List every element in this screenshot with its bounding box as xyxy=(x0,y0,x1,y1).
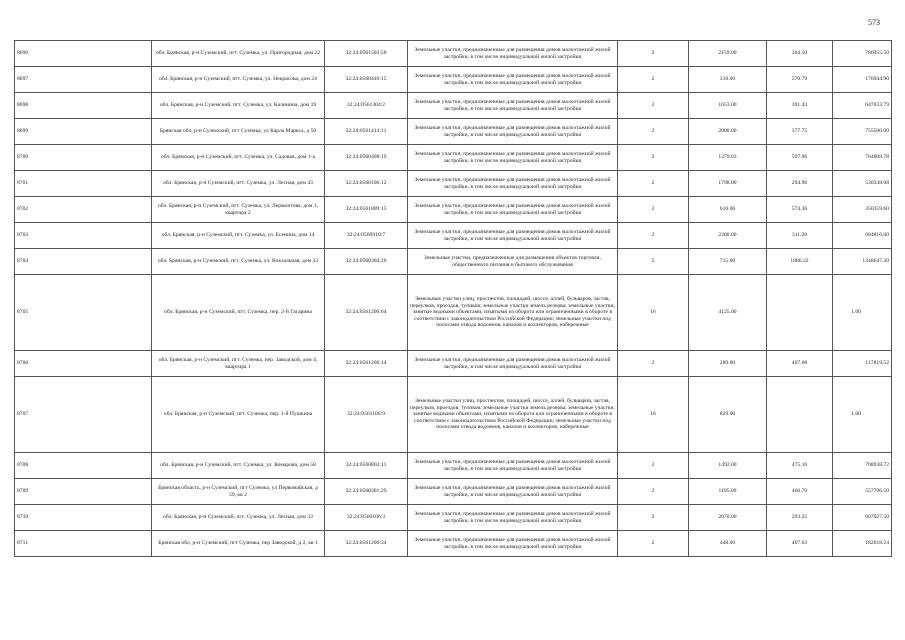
use-code-cell: 5 xyxy=(618,249,689,275)
cadastral-value-cell: 755500.00 xyxy=(833,119,892,145)
land-use-cell: Земельные участки, предназначенные для размещения домов малоэтажной жилой застройки, в том числе индивидуальной жилой застройки xyxy=(408,351,618,377)
address-cell: обл. Брянская, р-н Суземский, пгт. Суземка, ул. Лермонтова, дом 1, квартира 2 xyxy=(152,197,325,223)
land-use-cell: Земельные участки, предназначенные для размещения домов малоэтажной жилой застройки, в том числе индивидуальной жилой застройки xyxy=(408,197,618,223)
area-cell: 2070.00 xyxy=(689,505,767,531)
use-code-cell: 2 xyxy=(618,351,689,377)
cadastral-number-cell: 32:24:0561206:34 xyxy=(325,531,408,557)
row-number: 8711 xyxy=(15,531,152,557)
table-body xyxy=(15,41,892,557)
row-number: 8707 xyxy=(15,377,152,453)
rate-cell: 293.25 xyxy=(767,505,833,531)
cadastral-value-cell: 176944.90 xyxy=(833,67,892,93)
area-cell: 829.00 xyxy=(689,377,767,453)
cadastral-number-cell: 32:24:0560910:7 xyxy=(325,223,408,249)
row-number: 8708 xyxy=(15,453,152,479)
area-cell: 1653.00 xyxy=(689,93,767,119)
table-row xyxy=(15,479,892,505)
table-row xyxy=(15,67,892,93)
area-cell: 1492.00 xyxy=(689,453,767,479)
table-row xyxy=(15,249,892,275)
row-number: 8702 xyxy=(15,197,152,223)
cadastral-number-cell: 32:24:0560802:11 xyxy=(325,453,408,479)
use-code-cell: 2 xyxy=(618,93,689,119)
use-code-cell: 2 xyxy=(618,145,689,171)
area-cell: 4125.00 xyxy=(689,275,767,351)
rate-cell: 475.16 xyxy=(767,453,833,479)
cadastral-number-cell: 32:24:0561503:58 xyxy=(325,41,408,67)
row-number: 8697 xyxy=(15,67,152,93)
cadastral-number-cell: 32:24:0560106:12 xyxy=(325,171,408,197)
area-cell: 1279.03 xyxy=(689,145,767,171)
address-cell: Брянская обл, р-н Суземский, пгт Суземка, пер Заводской, д 2, кв 1 xyxy=(152,531,325,557)
use-code-cell: 16 xyxy=(618,377,689,453)
row-number: 8699 xyxy=(15,119,152,145)
land-use-cell: Земельные участки, предназначенные для размещения домов малоэтажной жилой застройки, в том числе индивидуальной жилой застройки xyxy=(408,479,618,505)
cadastral-value-cell: 1348647.30 xyxy=(833,249,892,275)
table-row xyxy=(15,275,892,351)
area-cell: 289.00 xyxy=(689,351,767,377)
cadastral-value-cell: 786955.50 xyxy=(833,41,892,67)
land-use-cell: Земельные участки, предназначенные для размещения домов малоэтажной жилой застройки, в том числе индивидуальной жилой застройки xyxy=(408,171,618,197)
rate-cell: 391.43 xyxy=(767,93,833,119)
table-row xyxy=(15,223,892,249)
table-row xyxy=(15,171,892,197)
table-row xyxy=(15,377,892,453)
use-code-cell: 16 xyxy=(618,275,689,351)
address-cell: обл. Брянская, р-н Суземский, пгт. Суземка, ул. Есенина, дом 14 xyxy=(152,223,325,249)
use-code-cell: 2 xyxy=(618,67,689,93)
land-use-cell: Земельные участки, предназначенные для размещения домов малоэтажной жилой застройки, в том числе индивидуальной жилой застройки xyxy=(408,453,618,479)
use-code-cell: 2 xyxy=(618,505,689,531)
cadastral-number-cell: 32:24:0560304:26 xyxy=(325,249,408,275)
cadastral-number-cell: 32:24:0561108:9 xyxy=(325,377,408,453)
cadastral-value-cell: 557706.50 xyxy=(833,479,892,505)
table-row xyxy=(15,197,892,223)
rate-cell: 570.79 xyxy=(767,67,833,93)
area-cell: 2159.00 xyxy=(689,41,767,67)
address-cell: обл. Брянская, р-н Суземский, пгт. Суземка, ул. Пригородная, дом 22 xyxy=(152,41,325,67)
address-cell: обл. Брянская, р-н Суземский, пгт. Суземка, ул. Комарова, дом 58 xyxy=(152,453,325,479)
row-number: 8709 xyxy=(15,479,152,505)
address-cell: Брянская обл, р-н Суземский, пгт Суземка, ул Карла Маркса, д 50 xyxy=(152,119,325,145)
rate-cell: 364.50 xyxy=(767,41,833,67)
table-row xyxy=(15,453,892,479)
row-number: 8710 xyxy=(15,505,152,531)
address-cell: Брянская область, р-н Суземский, пгт Суземка, ул Первомайская, д 59, кв 2 xyxy=(152,479,325,505)
use-code-cell: 2 xyxy=(618,197,689,223)
land-use-cell: Земельные участки, предназначенные для размещения домов малоэтажной жилой застройки, в том числе индивидуальной жилой застройки xyxy=(408,223,618,249)
row-number: 8705 xyxy=(15,275,152,351)
cadastral-number-cell: 32:24:0561414:11 xyxy=(325,119,408,145)
use-code-cell: 2 xyxy=(618,531,689,557)
table-row xyxy=(15,145,892,171)
area-cell: 2000.00 xyxy=(689,119,767,145)
cadastral-value-cell: 684816.00 xyxy=(833,223,892,249)
cadastral-value-table xyxy=(14,40,892,557)
cadastral-value-cell: 607027.50 xyxy=(833,505,892,531)
row-number: 8698 xyxy=(15,93,152,119)
land-use-cell: Земельные участки, предназначенные для размещения домов малоэтажной жилой застройки, в том числе индивидуальной жилой застройки xyxy=(408,93,618,119)
row-number: 8706 xyxy=(15,351,152,377)
land-use-cell: Земельные участки, предназначенные для размещения домов малоэтажной жилой застройки, в том числе индивидуальной жилой застройки xyxy=(408,67,618,93)
rate-cell: 466.70 xyxy=(767,479,833,505)
area-cell: 610.00 xyxy=(689,197,767,223)
land-use-cell: Земельные участки, предназначенные для размещения объектов торговли, общественного питания и бытового обслуживания xyxy=(408,249,618,275)
address-cell: обл. Брянская, р-н Суземский, пгт. Суземка, ул. Некрасова, дом 24 xyxy=(152,67,325,93)
cadastral-value-cell: 764808.78 xyxy=(833,145,892,171)
row-number: 8703 xyxy=(15,223,152,249)
rate-cell: 407.68 xyxy=(767,351,833,377)
area-cell: 310.00 xyxy=(689,67,767,93)
cadastral-value-cell: 1.00 xyxy=(833,275,892,351)
area-cell: 1195.00 xyxy=(689,479,767,505)
cadastral-value-cell: 530338.08 xyxy=(833,171,892,197)
land-use-cell: Земельные участки улиц, проспектов, площадей, шоссе, аллей, бульваров, застав, переулков, проездов, тупиков; земельные участки земель резерва; земельные участки, занятые водными объектами, изъятыми из оборота или ограниченными в обороте в соответствии с законодательством Российской Федерации; земельные участки под полосами отвода водоемов, каналов и коллекторов, набережные xyxy=(408,275,618,351)
land-use-cell: Земельные участки, предназначенные для размещения домов малоэтажной жилой застройки, в том числе индивидуальной жилой застройки xyxy=(408,531,618,557)
address-cell: обл. Брянская, р-н Суземский, пгт. Суземка, ул. Калинина, дом 19 xyxy=(152,93,325,119)
cadastral-number-cell: 32:24:0561206:64 xyxy=(325,275,408,351)
rate-cell: 1886.22 xyxy=(767,249,833,275)
area-cell: 448.00 xyxy=(689,531,767,557)
cadastral-number-cell: 32:24:0560106:3 xyxy=(325,505,408,531)
area-cell: 2200.00 xyxy=(689,223,767,249)
use-code-cell: 2 xyxy=(618,41,689,67)
cadastral-number-cell: 32:24:0560410:15 xyxy=(325,67,408,93)
address-cell: обл. Брянская, р-н Суземский, пгт. Суземка, пер. 1-й Пушкина xyxy=(152,377,325,453)
rate-cell: 294.96 xyxy=(767,171,833,197)
page-number: 573 xyxy=(868,18,880,27)
address-cell: обл. Брянская, р-н Суземский, пгт. Суземка, ул. Лесная, дом 33 xyxy=(152,505,325,531)
address-cell: обл. Брянская, р-н Суземский, пгт. Суземка, пер. 2-й Гагарина xyxy=(152,275,325,351)
cadastral-number-cell: 32:24:0561809:15 xyxy=(325,197,408,223)
address-cell: обл. Брянская, р-н Суземский, пгт. Суземка, ул. Вокзальная, дом 33 xyxy=(152,249,325,275)
cadastral-value-cell: 117819.52 xyxy=(833,351,892,377)
cadastral-value-cell: 708938.72 xyxy=(833,453,892,479)
table-row xyxy=(15,41,892,67)
area-cell: 715.00 xyxy=(689,249,767,275)
use-code-cell: 2 xyxy=(618,223,689,249)
address-cell: обл. Брянская, р-н Суземский, пгт. Суземка, ул. Лесная, дом 43 xyxy=(152,171,325,197)
address-cell: обл. Брянская, р-н Суземский, пгт. Суземка, ул. Садовая, дом 1-а xyxy=(152,145,325,171)
rate-cell: 597.96 xyxy=(767,145,833,171)
cadastral-value-cell: 647033.79 xyxy=(833,93,892,119)
cadastral-number-cell: 32:24:0561206:14 xyxy=(325,351,408,377)
use-code-cell: 2 xyxy=(618,453,689,479)
land-use-cell: Земельные участки, предназначенные для размещения домов малоэтажной жилой застройки, в том числе индивидуальной жилой застройки xyxy=(408,505,618,531)
row-number: 8701 xyxy=(15,171,152,197)
use-code-cell: 2 xyxy=(618,479,689,505)
cadastral-number-cell: 32:24:0560301:29 xyxy=(325,479,408,505)
table-row xyxy=(15,93,892,119)
table-row xyxy=(15,505,892,531)
cadastral-value-cell: 182618.24 xyxy=(833,531,892,557)
land-use-cell: Земельные участки, предназначенные для размещения домов малоэтажной жилой застройки, в том числе индивидуальной жилой застройки xyxy=(408,145,618,171)
use-code-cell: 2 xyxy=(618,171,689,197)
land-use-cell: Земельные участки, предназначенные для размещения домов малоэтажной жилой застройки, в том числе индивидуальной жилой застройки xyxy=(408,41,618,67)
address-cell: обл. Брянская, р-н Суземский, пгт. Суземка, пер. Заводской, дом 4, квартира 1 xyxy=(152,351,325,377)
rate-cell: 407.63 xyxy=(767,531,833,557)
land-use-cell: Земельные участки улиц, проспектов, площадей, шоссе, аллей, бульваров, застав, переулков, проездов, тупиков; земельные участки земель резерва; земельные участки, занятые водными объектами, изъятыми из оборота или ограниченными в обороте в соответствии с законодательством Российской Федерации; земельные участки под полосами отвода водоемов, каналов и коллекторов, набережные xyxy=(408,377,618,453)
cadastral-value-cell: 350359.60 xyxy=(833,197,892,223)
rate-cell: 311.28 xyxy=(767,223,833,249)
cadastral-value-cell: 1.00 xyxy=(833,377,892,453)
use-code-cell: 2 xyxy=(618,119,689,145)
rate-cell xyxy=(767,275,833,351)
table-row xyxy=(15,119,892,145)
row-number: 8704 xyxy=(15,249,152,275)
cadastral-number-cell: 32:24:0561304:2 xyxy=(325,93,408,119)
rate-cell xyxy=(767,377,833,453)
cadastral-number-cell: 32:24:0560408:19 xyxy=(325,145,408,171)
row-number: 8700 xyxy=(15,145,152,171)
table-row xyxy=(15,531,892,557)
row-number: 8696 xyxy=(15,41,152,67)
area-cell: 1798.00 xyxy=(689,171,767,197)
rate-cell: 377.75 xyxy=(767,119,833,145)
rate-cell: 574.36 xyxy=(767,197,833,223)
land-use-cell: Земельные участки, предназначенные для размещения домов малоэтажной жилой застройки, в том числе индивидуальной жилой застройки xyxy=(408,119,618,145)
table-row xyxy=(15,351,892,377)
